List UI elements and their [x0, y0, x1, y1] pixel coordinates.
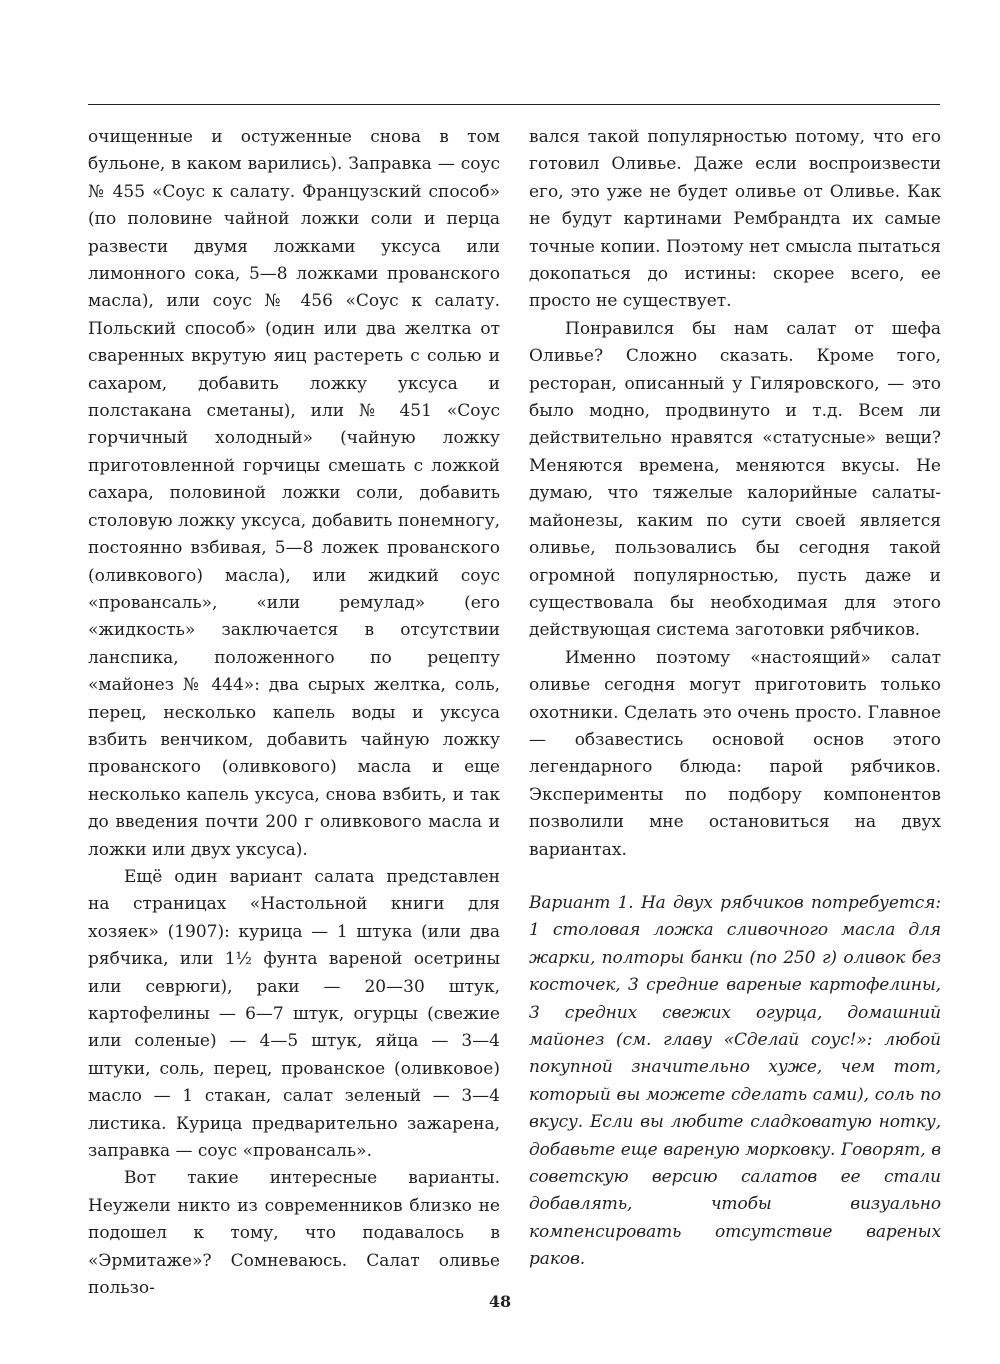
header-rule	[88, 104, 940, 105]
left-paragraph-1: очищенные и остуженные снова в том бульоне, в каком варились). Заправка — соус № 455 «Соус к салату. Французский способ» (по половине чайной ложки соли и перца развести двумя ложками уксуса или лимонного сока, 5—8 ложками прованского масла), или соус № 456 «Соус к салату. Польский способ» (один или два желтка от сваренных вкрутую яиц растереть с солью и сахаром, добавить ложку уксуса и полстакана сметаны), или № 451 «Соус горчичный холодный» (чайную ложку приготовленной горчицы смешать с ложкой сахара, половиной ложки соли, добавить столовую ложку уксуса, добавить понемногу, постоянно взбивая, 5—8 ложек прованского (оливкового) масла), или жидкий соус «провансаль», «или ремулад» (его «жидкость» заключается в отсутствии ланспика, положенного по рецепту «майонез № 444»: два сырых желтка, соль, перец, несколько капель воды и уксуса взбить венчиком, добавить чайную ложку прованского (оливкового) масла и еще несколько капель уксуса, снова взбить, и так до введения почти 200 г оливкового масла и ложки или двух уксуса).	[88, 127, 500, 860]
left-column	[88, 124, 500, 1302]
right-paragraph-3: Именно поэтому «настоящий» салат оливье сегодня могут приготовить только охотники. Сделать это очень просто. Главное — обзавестись основой основ этого легендарного блюда: парой рябчиков. Эксперименты по подбору компонентов позволили мне остановиться на двух вариантах.	[529, 647, 941, 860]
left-paragraph-3: Вот такие интересные варианты. Неужели никто из современников близко не подошел к тому, что подавалось в «Эрмитаже»? Сомневаюсь. Салат оливье пользо-	[88, 1168, 500, 1299]
page-number: 48	[488, 1292, 512, 1311]
right-column	[529, 124, 941, 1274]
left-paragraph-2: Ещё один вариант салата представлен на страницах «Настольной книги для хозяек» (1907): курица — 1 штука (или два рябчика, или 1½ фунта вареной осетрины или севрюги), раки — 20—30 штук, картофелины — 6—7 штук, огурцы (свежие или соленые) — 4—5 штук, яйца — 3—4 штуки, соль, перец, прованское (оливковое) масло — 1 стакан, салат зеленый — 3—4 листика. Курица предварительно зажарена, заправка — соус «провансаль».	[88, 866, 500, 1162]
right-paragraph-1: вался такой популярностью потому, что его готовил Оливье. Даже если воспроизвести его, это уже не будет оливье от Оливье. Как не будут картинами Рембрандта их самые точные копии. Поэтому нет смысла пытаться докопаться до истины: скорее всего, ее просто не существует.	[529, 127, 941, 312]
recipe-variant-1: Вариант 1. На двух рябчиков потребуется: 1 столовая ложка сливочного масла для жарки, полторы банки (по 250 г) оливок без косточек, 3 средние вареные картофелины, 3 средних свежих огурца, домашний майонез (см. главу «Сделай соус!»: любой покупной значительно хуже, чем тот, который вы можете сделать сами), соль по вкусу. Если вы любите сладковатую нотку, добавьте еще вареную морковку. Говорят, в советскую версию салатов ее стали добавлять, чтобы визуально компенсировать отсутствие вареных раков.	[529, 892, 941, 1270]
right-paragraph-2: Понравился бы нам салат от шефа Оливье? Сложно сказать. Кроме того, ресторан, описанный у Гиляровского, — это было модно, продвинуто и т.д. Всем ли действительно нравятся «статусные» вещи? Меняются времена, меняются вкусы. Не думаю, что тяжелые калорийные салаты-майонезы, каким по сути своей является оливье, пользовались бы сегодня такой огромной популярностью, пусть даже и существовала бы необходимая для этого действующая система заготовки рябчиков.	[529, 318, 941, 641]
